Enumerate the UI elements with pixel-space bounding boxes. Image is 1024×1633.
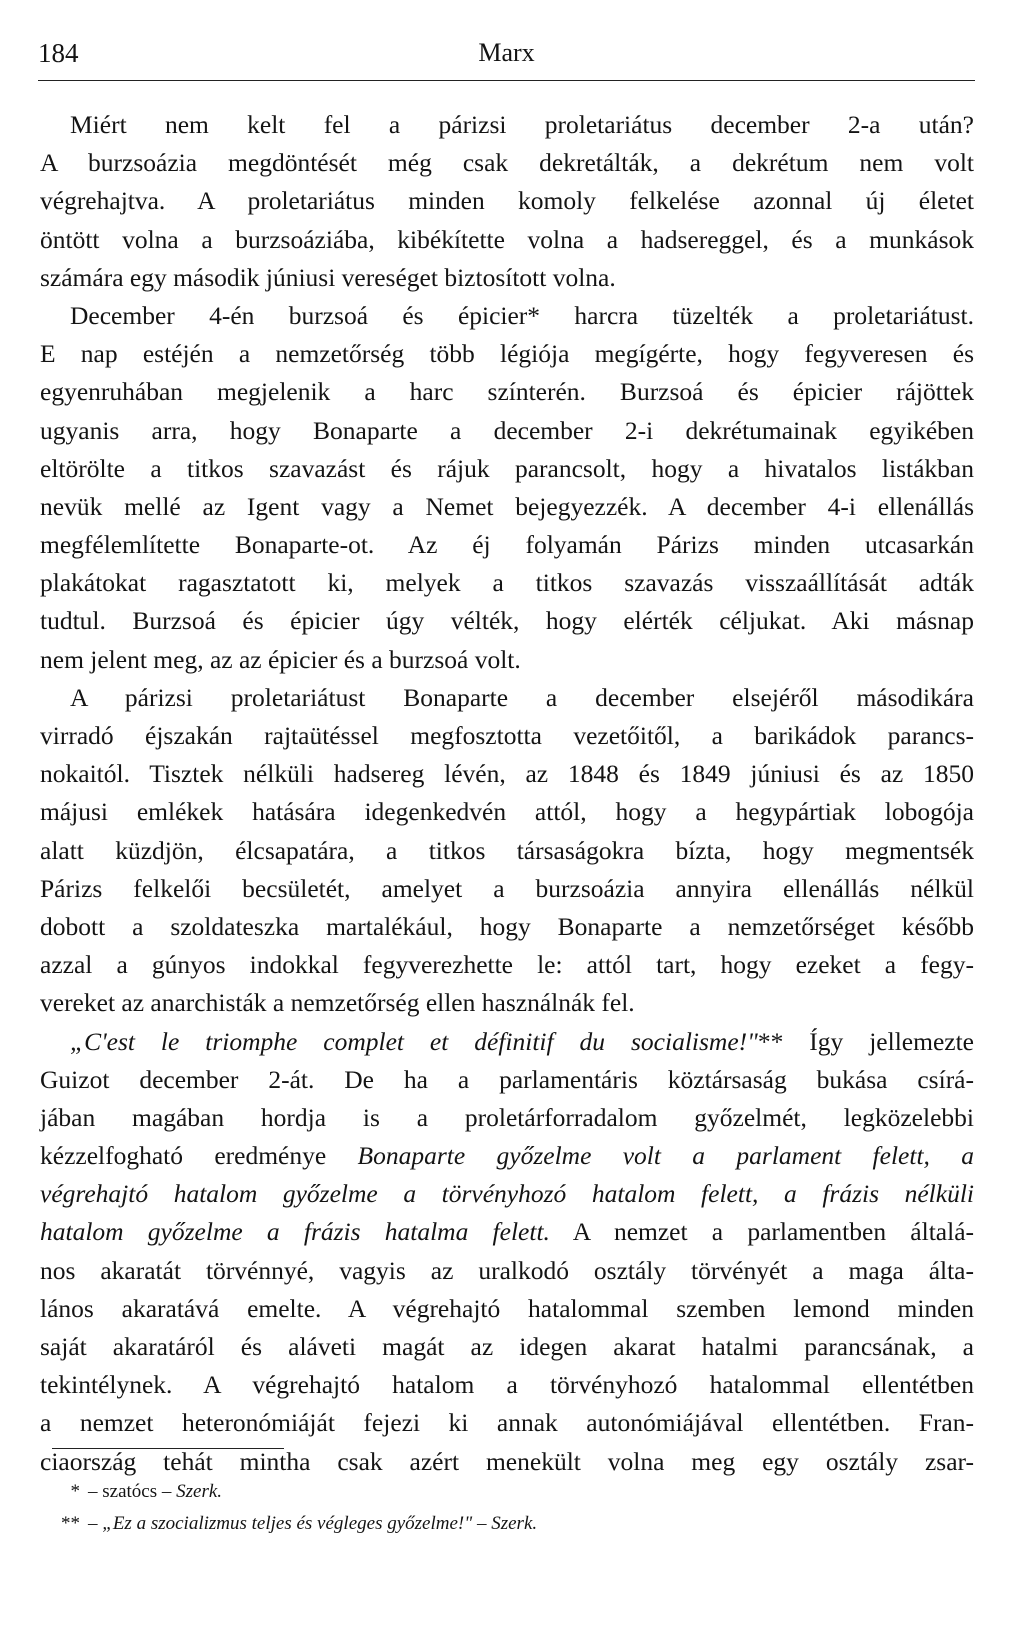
text-line: nos akaratát törvénnyé, vagyis az uralkodó osztály törvényét a maga álta- [40, 1255, 974, 1285]
text-line: dobott a szoldateszka martalékául, hogy Bonaparte a nemzetőrséget később [40, 911, 974, 941]
text-line: Párizs felkelői becsületét, amelyet a burzsoázia annyira ellenállás nélkül [40, 873, 974, 903]
page-header [38, 38, 975, 70]
footnote-sep: – [472, 1513, 492, 1534]
text-line: December 4-én burzsoá és épicier* harcra tüzelték a proletariátust. [70, 300, 974, 330]
footnotes [48, 1476, 748, 1540]
text-line: tekintélynek. A végrehajtó hatalom a törvényhozó hatalommal ellentétben [40, 1370, 974, 1400]
footnote-editor: Szerk. [176, 1481, 223, 1502]
text-run: ** Így jellemezte [757, 1026, 974, 1056]
text-line: ugyanis arra, hogy Bonaparte a december 2-i dekrétumainak egyikében [40, 415, 974, 445]
text-line: öntött volna a burzsoáziába, kibékítette volna a hadsereggel, és a munkások [40, 224, 974, 254]
text-line [40, 1175, 974, 1213]
text-line: Miért nem kelt fel a párizsi proletariátus december 2-a után? [70, 110, 974, 139]
text-line: A burzsoázia megdöntését még csak dekretálták, a dekrétum nem volt [40, 148, 974, 178]
text-line: vereket az anarchisták a nemzetőrség ellen használnák fel. [40, 988, 635, 1018]
body-text [40, 106, 974, 1481]
text-line [40, 1023, 974, 1061]
italic-run: végrehajtó hatalom győzelme a törvényhozó hatalom felett, a frázis nélküli [40, 1179, 974, 1209]
footnote [48, 1508, 748, 1540]
text-line: tudtul. Burzsoá és épicier úgy vélték, hogy elérték céljukat. Aki másnap [40, 606, 974, 636]
text-line: a nemzet heteronómiáját fejezi ki annak autonómiájával ellentétben. Fran- [40, 1408, 974, 1438]
text-line: számára egy második júniusi vereséget biztosított volna. [40, 262, 616, 292]
page-number: 184 [38, 38, 79, 68]
text-line: Guizot december 2-át. De ha a parlamentáris köztársaság bukása csírá- [40, 1064, 974, 1094]
text-line: végrehajtva. A proletariátus minden komoly felkelése azonnal új életet [40, 186, 974, 216]
footnote-dash: – [88, 1513, 103, 1534]
text-line: ciaország tehát mintha csak azért menekült volna meg egy osztály zsar- [40, 1446, 974, 1476]
text-line: egyenruhában megjelenik a harc színterén. Burzsoá és épicier rájöttek [40, 377, 974, 407]
text-line: azzal a gúnyos indokkal fegyverezhette le: attól tart, hogy ezeket a fegy- [40, 950, 974, 980]
text-line: A párizsi proletariátust Bonaparte a december elsejéről másodikára [70, 682, 974, 712]
text-line: nem jelent meg, az az épicier és a burzsoá volt. [40, 644, 521, 674]
footnote-editor: Szerk. [491, 1513, 538, 1534]
text-line: jában magában hordja is a proletárforradalom győzelmét, legközelebbi [40, 1102, 974, 1132]
footnote-mark: * [70, 1481, 80, 1502]
text-line: eltörölte a titkos szavazást és rájuk parancsolt, hogy a hivatalos listákban [40, 453, 974, 483]
italic-run: hatalom győzelme a frázis hatalma felett. [40, 1217, 550, 1247]
header-rule [38, 80, 975, 81]
text-line: plakátokat ragasztatott ki, melyek a titkos szavazás visszaállítását adták [40, 568, 974, 598]
text-line: alatt küzdjön, élcsapatára, a titkos társaságokra bízta, hogy megmentsék [40, 835, 974, 865]
footnote-quote: „Ez a szocializmus teljes és végleges győzelme!" [102, 1513, 473, 1534]
text-line: virradó éjszakán rajtaütéssel megfosztotta vezetőitől, a barikádok parancs- [40, 721, 974, 750]
footnote-mark: ** [61, 1513, 80, 1534]
text-run: A nemzet a parlamentben általá- [549, 1217, 975, 1247]
text-line: nokaitól. Tisztek nélküli hadsereg lévén, az 1848 és 1849 júniusi és az 1850 [40, 759, 974, 789]
text-run: kézzelfogható eredménye [40, 1141, 358, 1171]
text-line: megfélemlítette Bonaparte-ot. Az éj folyamán Párizs minden utcasarkán [40, 530, 974, 560]
text-line: nevük mellé az Igent vagy a Nemet bejegyezzék. A december 4-i ellenállás [40, 491, 974, 521]
text-line: saját akaratáról és aláveti magát az idegen akarat hatalmi parancsának, a [40, 1332, 974, 1361]
footnote [48, 1476, 748, 1508]
text-line: lános akaratává emelte. A végrehajtó hatalommal szemben lemond minden [40, 1293, 974, 1323]
text-line [40, 1213, 974, 1251]
footnote-separator [52, 1448, 284, 1449]
running-title: Marx [478, 38, 535, 67]
text-line: májusi emlékek hatására idegenkedvén attól, hogy a hegypártiak lobogója [40, 797, 974, 827]
text-line: E nap estéjén a nemzetőrség több légiója megígérte, hogy fegyveresen és [40, 339, 974, 369]
footnote-text: – szatócs – [88, 1481, 177, 1502]
italic-run: Bonaparte győzelme volt a parlament felett, a [357, 1141, 974, 1171]
french-quote: „C'est le triomphe complet et définitif du socialisme!" [70, 1026, 758, 1056]
text-line [40, 1137, 974, 1175]
